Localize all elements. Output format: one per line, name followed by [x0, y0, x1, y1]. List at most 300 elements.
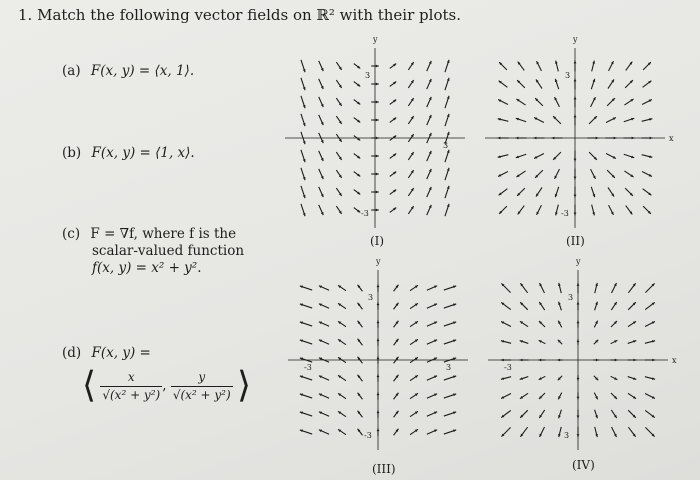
- field-arrow: [408, 116, 413, 124]
- field-arrow: [645, 377, 655, 380]
- field-arrow: [645, 340, 655, 343]
- field-arrow: [358, 285, 363, 292]
- field-arrow: [394, 303, 399, 310]
- field-arrow: [358, 411, 363, 418]
- axis-y-label: y: [573, 35, 578, 44]
- field-arrow: [520, 410, 528, 418]
- field-arrow: [354, 154, 361, 159]
- field-arrow: [354, 82, 361, 87]
- field-arrow: [427, 394, 437, 399]
- field-arrow: [427, 322, 437, 327]
- field-arrow: [377, 410, 380, 418]
- field-arrow: [558, 340, 562, 344]
- field-arrow: [300, 286, 312, 291]
- field-arrow: [593, 359, 599, 362]
- field-arrow: [319, 304, 329, 309]
- field-arrow: [427, 430, 437, 435]
- field-arrow: [377, 374, 380, 382]
- field-arrow: [574, 115, 577, 126]
- field-arrow: [408, 80, 413, 88]
- field-arrow: [427, 187, 432, 197]
- field-arrow: [539, 376, 546, 379]
- field-arrow: [609, 61, 614, 71]
- field-arrow: [501, 283, 510, 292]
- field-arrow: [444, 304, 456, 309]
- field-arrow: [624, 171, 633, 177]
- field-arrow: [336, 98, 341, 106]
- field-arrow: [427, 97, 432, 107]
- field-arrow: [445, 150, 450, 162]
- axis-x-label: x: [672, 356, 677, 365]
- field-arrow: [645, 394, 655, 399]
- field-arrow: [301, 96, 306, 108]
- field-arrow: [427, 340, 437, 345]
- field-arrow: [642, 100, 652, 105]
- field-arrow: [501, 394, 511, 399]
- axis-y-label: y: [576, 257, 581, 266]
- part-d-num-y: y: [171, 369, 233, 387]
- field-arrow: [592, 61, 595, 72]
- tick-bottom: 3: [564, 431, 570, 440]
- field-arrow: [445, 204, 450, 216]
- field-arrow: [354, 190, 361, 195]
- field-arrow: [628, 283, 635, 293]
- field-arrow: [606, 154, 616, 159]
- field-arrow: [539, 393, 545, 399]
- field-arrow: [539, 410, 544, 418]
- tick-bottom: -3: [364, 431, 372, 440]
- field-arrow: [624, 137, 635, 140]
- field-arrow: [394, 429, 399, 436]
- part-a-formula: F(x, y) = ⟨x, 1⟩.: [90, 63, 195, 79]
- part-b: [62, 145, 195, 162]
- field-arrow: [319, 340, 329, 345]
- field-arrow: [558, 321, 561, 328]
- field-arrow: [394, 393, 399, 400]
- field-arrow: [625, 80, 633, 88]
- field-arrow: [558, 302, 561, 311]
- tick-top: 3: [365, 71, 371, 80]
- plot-IV: [488, 257, 677, 450]
- field-arrow: [537, 61, 542, 71]
- field-arrow: [645, 302, 655, 309]
- field-arrow: [642, 118, 653, 121]
- field-arrow: [319, 97, 324, 107]
- part-d-rparen: ⟩: [236, 365, 252, 406]
- field-arrow: [577, 283, 580, 293]
- tick-bottom: -3: [361, 209, 369, 218]
- field-arrow: [591, 169, 596, 179]
- field-arrow: [628, 393, 636, 398]
- field-arrow: [540, 427, 545, 437]
- part-d-frac-x: [100, 369, 162, 404]
- field-arrow: [336, 170, 341, 178]
- tick-top: 3: [368, 293, 374, 302]
- field-arrow: [574, 187, 577, 198]
- field-arrow: [427, 115, 432, 125]
- field-arrow: [501, 302, 511, 309]
- field-arrow: [390, 154, 397, 159]
- field-arrow: [410, 303, 418, 308]
- field-arrow: [319, 187, 324, 197]
- field-arrow: [624, 118, 634, 122]
- field-arrow: [319, 286, 329, 291]
- field-arrow: [520, 377, 529, 380]
- field-arrow: [643, 206, 651, 214]
- field-arrow: [300, 376, 312, 381]
- field-arrow: [520, 283, 527, 293]
- field-arrow: [390, 208, 397, 213]
- field-arrow: [338, 303, 346, 308]
- field-arrow: [390, 64, 397, 69]
- field-arrow: [594, 393, 597, 400]
- field-arrow: [520, 359, 529, 362]
- field-arrow: [534, 137, 545, 140]
- field-arrow: [555, 169, 560, 179]
- field-arrow: [540, 283, 545, 293]
- field-arrow: [444, 322, 456, 327]
- field-arrow: [606, 118, 616, 123]
- field-arrow: [534, 154, 544, 159]
- field-arrow: [394, 321, 399, 328]
- field-arrow: [301, 60, 306, 72]
- field-arrow: [574, 205, 577, 216]
- field-arrow: [390, 172, 397, 177]
- tick-top: 3: [568, 293, 574, 302]
- axis-y-label: y: [376, 257, 381, 266]
- field-arrow: [501, 377, 511, 380]
- field-arrow: [628, 359, 637, 362]
- field-arrow: [338, 411, 346, 416]
- field-arrow: [354, 64, 361, 69]
- plot-II: [485, 35, 674, 228]
- field-arrow: [628, 321, 636, 326]
- field-arrow: [319, 61, 324, 71]
- field-arrow: [338, 339, 346, 344]
- tick-right: 3: [446, 363, 452, 372]
- plot-IV-label: (IV): [572, 458, 595, 472]
- field-arrow: [445, 78, 450, 90]
- field-arrow: [336, 62, 341, 70]
- field-arrow: [358, 393, 363, 400]
- field-arrow: [574, 151, 577, 162]
- field-arrow: [516, 137, 527, 140]
- field-arrow: [300, 394, 312, 399]
- field-arrow: [628, 340, 637, 343]
- field-arrow: [319, 322, 329, 327]
- field-arrow: [358, 429, 363, 436]
- part-d: [62, 345, 251, 404]
- field-arrow: [377, 320, 380, 328]
- field-arrow: [645, 322, 655, 327]
- part-c-line1: F = ∇f, where f is the: [90, 226, 237, 242]
- field-arrow: [444, 286, 456, 291]
- field-arrow: [427, 286, 437, 291]
- field-arrow: [319, 394, 329, 399]
- part-d-comma: ,: [162, 377, 167, 394]
- field-arrow: [501, 322, 511, 327]
- field-arrow: [555, 79, 559, 89]
- field-arrow: [319, 430, 329, 435]
- field-arrow: [319, 151, 324, 161]
- plot-II-label: (II): [566, 234, 585, 248]
- field-arrow: [338, 429, 346, 434]
- field-arrow: [501, 359, 511, 362]
- field-arrow: [408, 206, 413, 214]
- field-arrow: [377, 428, 380, 436]
- part-c-label: (c): [62, 226, 81, 242]
- part-d-den-x: √(x² + y²): [102, 387, 161, 402]
- field-arrow: [595, 283, 598, 293]
- field-arrow: [624, 154, 634, 158]
- field-arrow: [558, 283, 561, 293]
- field-arrow: [645, 410, 655, 417]
- field-arrow: [498, 172, 508, 177]
- field-arrow: [536, 79, 542, 88]
- field-arrow: [427, 151, 432, 161]
- field-arrow: [577, 375, 580, 381]
- field-arrow: [410, 429, 418, 434]
- field-arrow: [643, 81, 652, 88]
- field-arrow: [427, 304, 437, 309]
- field-arrow: [539, 321, 545, 327]
- field-arrow: [594, 376, 598, 380]
- field-arrow: [427, 205, 432, 215]
- field-arrow: [595, 302, 598, 311]
- field-arrow: [518, 206, 525, 215]
- field-arrow: [444, 376, 456, 381]
- field-arrow: [354, 118, 361, 123]
- field-arrow: [518, 62, 525, 71]
- field-arrow: [516, 154, 526, 158]
- field-arrow: [516, 118, 526, 122]
- field-arrow: [610, 359, 617, 362]
- field-arrow: [595, 427, 598, 437]
- field-arrow: [611, 321, 617, 327]
- field-arrow: [535, 170, 543, 178]
- tick-top: 3: [565, 71, 571, 80]
- field-arrow: [577, 392, 580, 399]
- field-arrow: [645, 427, 654, 436]
- part-d-frac-y: [171, 369, 233, 404]
- field-arrow: [642, 155, 653, 158]
- field-arrow: [611, 340, 618, 343]
- field-arrow: [606, 137, 617, 140]
- field-arrow: [555, 97, 560, 107]
- field-arrow: [301, 168, 306, 180]
- field-arrow: [536, 187, 542, 196]
- field-arrow: [558, 393, 561, 400]
- field-arrow: [427, 169, 432, 179]
- field-arrow: [445, 114, 450, 126]
- field-arrow: [336, 188, 341, 196]
- field-arrow: [577, 410, 580, 419]
- field-arrow: [390, 82, 397, 87]
- field-arrow: [319, 115, 324, 125]
- field-arrow: [611, 302, 616, 310]
- field-arrow: [591, 187, 595, 197]
- field-arrow: [354, 208, 361, 213]
- field-arrow: [394, 339, 399, 346]
- field-arrow: [377, 284, 380, 292]
- field-arrow: [608, 187, 614, 196]
- field-arrow: [390, 190, 397, 195]
- field-arrow: [555, 187, 559, 197]
- part-c-line3: f(x, y) = x² + y².: [92, 260, 202, 276]
- tick-bottom: -3: [561, 209, 569, 218]
- field-arrow: [301, 204, 306, 216]
- field-arrow: [557, 359, 563, 362]
- field-arrow: [612, 427, 617, 437]
- field-arrow: [589, 152, 597, 160]
- field-arrow: [358, 321, 363, 328]
- field-arrow: [498, 118, 509, 121]
- field-arrow: [517, 80, 525, 88]
- field-arrow: [301, 150, 306, 162]
- field-arrow: [444, 394, 456, 399]
- field-arrow: [516, 99, 525, 105]
- field-arrow: [558, 376, 562, 380]
- field-arrow: [301, 186, 306, 198]
- field-arrow: [589, 116, 597, 124]
- field-arrow: [501, 427, 510, 436]
- field-arrow: [410, 375, 418, 380]
- field-arrow: [338, 393, 346, 398]
- field-arrow: [498, 155, 509, 158]
- field-arrow: [626, 206, 633, 215]
- field-arrow: [338, 375, 346, 380]
- field-arrow: [408, 188, 413, 196]
- field-arrow: [445, 96, 450, 108]
- field-arrow: [539, 340, 546, 343]
- field-arrow: [498, 100, 508, 105]
- axis-y-label: y: [373, 35, 378, 44]
- part-d-den-y: √(x² + y²): [172, 387, 231, 402]
- plot-I-label: (I): [370, 234, 385, 248]
- field-arrow: [358, 339, 363, 346]
- field-arrow: [319, 79, 324, 89]
- field-arrow: [558, 427, 561, 437]
- field-arrow: [642, 172, 652, 177]
- axis-x-label: x: [669, 134, 674, 143]
- field-arrow: [574, 61, 577, 72]
- field-arrow: [444, 430, 456, 435]
- field-arrow: [377, 338, 380, 346]
- field-arrow: [539, 302, 544, 310]
- field-arrow: [558, 410, 561, 419]
- field-arrow: [445, 168, 450, 180]
- field-arrow: [534, 118, 544, 123]
- field-arrow: [358, 303, 363, 310]
- field-arrow: [611, 393, 617, 399]
- field-arrow: [377, 392, 380, 400]
- field-arrow: [553, 116, 561, 124]
- field-arrow: [577, 302, 580, 311]
- field-arrow: [607, 170, 615, 178]
- field-arrow: [624, 99, 633, 105]
- part-c-line2: scalar-valued function: [92, 243, 245, 259]
- field-arrow: [501, 410, 511, 417]
- field-arrow: [301, 114, 306, 126]
- field-arrow: [520, 340, 529, 343]
- field-arrow: [574, 79, 577, 90]
- field-arrow: [319, 376, 329, 381]
- field-arrow: [628, 410, 636, 418]
- field-arrow: [628, 377, 637, 380]
- field-arrow: [611, 410, 616, 418]
- field-arrow: [338, 285, 346, 290]
- field-arrow: [410, 285, 418, 290]
- field-arrow: [588, 137, 599, 140]
- field-arrow: [336, 206, 341, 214]
- field-arrow: [501, 340, 511, 343]
- field-arrow: [592, 205, 595, 216]
- field-arrow: [390, 118, 397, 123]
- field-arrow: [410, 411, 418, 416]
- field-arrow: [338, 321, 346, 326]
- field-arrow: [319, 205, 324, 215]
- field-arrow: [608, 79, 614, 88]
- plot-I: [285, 35, 465, 228]
- field-arrow: [595, 410, 598, 419]
- field-arrow: [555, 61, 558, 72]
- field-arrow: [408, 62, 413, 70]
- problem-title: 1. Match the following vector fields on ℝ² with their plots.: [18, 6, 461, 24]
- field-arrow: [336, 80, 341, 88]
- field-arrow: [498, 137, 509, 140]
- part-c: [62, 226, 244, 277]
- field-arrow: [300, 412, 312, 417]
- field-arrow: [553, 152, 561, 160]
- field-arrow: [390, 100, 397, 105]
- field-arrow: [408, 98, 413, 106]
- field-arrow: [555, 205, 558, 216]
- field-arrow: [626, 62, 633, 71]
- field-arrow: [408, 152, 413, 160]
- field-arrow: [645, 359, 655, 362]
- part-a: [62, 63, 194, 80]
- part-b-formula: F(x, y) = ⟨1, x⟩.: [91, 145, 195, 161]
- part-d-vector: [82, 365, 252, 406]
- field-arrow: [628, 427, 635, 437]
- field-arrow: [358, 375, 363, 382]
- field-arrow: [577, 339, 580, 345]
- field-arrow: [520, 393, 528, 398]
- field-arrow: [394, 411, 399, 418]
- field-arrow: [301, 78, 306, 90]
- field-arrow: [445, 60, 450, 72]
- field-arrow: [574, 169, 577, 180]
- field-arrow: [300, 304, 312, 309]
- tick-left: -3: [304, 363, 312, 372]
- field-arrow: [499, 81, 508, 88]
- field-arrow: [577, 320, 580, 327]
- field-arrow: [445, 186, 450, 198]
- field-arrow: [394, 375, 399, 382]
- field-arrow: [444, 412, 456, 417]
- field-arrow: [499, 206, 507, 214]
- field-arrow: [336, 116, 341, 124]
- field-arrow: [410, 321, 418, 326]
- field-arrow: [300, 340, 312, 345]
- field-arrow: [520, 427, 527, 437]
- part-d-label: (d): [62, 345, 82, 361]
- field-arrow: [394, 285, 399, 292]
- field-arrow: [643, 62, 651, 70]
- field-arrow: [410, 339, 418, 344]
- part-a-label: (a): [62, 63, 81, 79]
- field-arrow: [516, 171, 525, 177]
